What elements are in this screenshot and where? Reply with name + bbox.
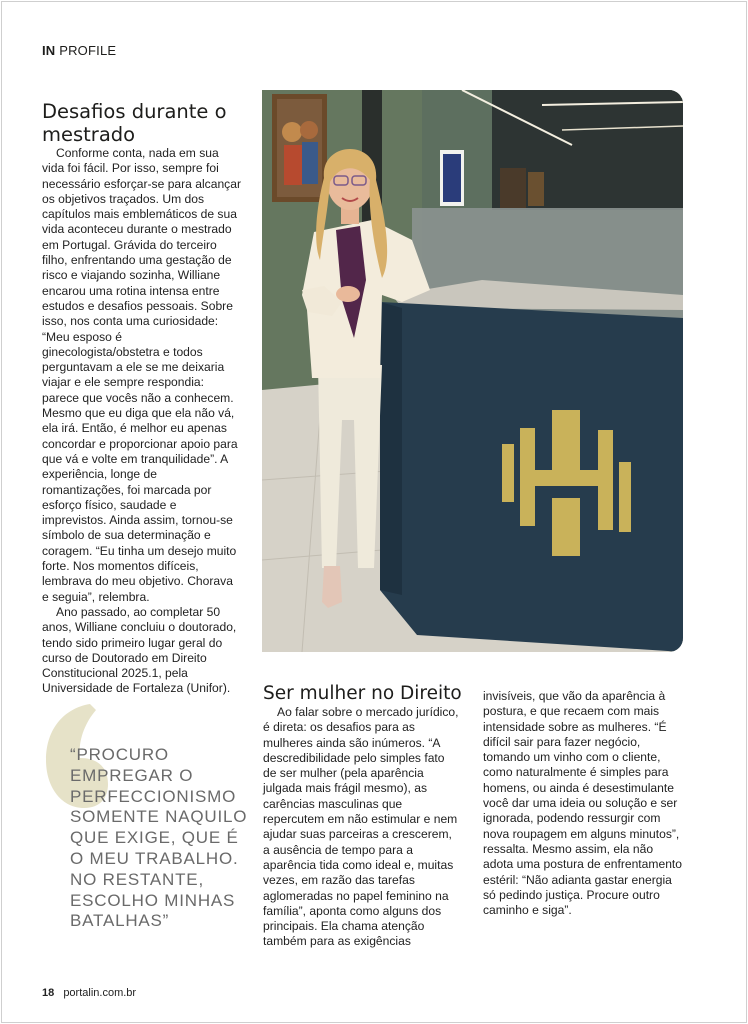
right-column (483, 689, 683, 918)
left-column (42, 146, 242, 697)
paragraph: Ano passado, ao completar 50 anos, Williane concluiu o doutorado, tendo sido primeiro lugar geral do curso de Doutorado em Direito Constitucional 2025.1, pela Universidade de Fortaleza (Unifor). (42, 604, 237, 696)
portrait-photo (262, 90, 683, 652)
paragraph: invisíveis, que vão da aparência à postura, e que recaem com mais intensidade sobre as mulheres. “É difícil sair para fazer negócio, tomando um vinho com o cliente, como naturalmente é simples para homens, ou ainda é desestimulante você dar uma ideia ou solução e ser ignorada, podendo ressurgir com nova roupagem em alguns minutos”, ressalta. Mesmo assim, ela não adota uma postura de enfrentamento estéril: “Não adianta gastar energia só pedindo justiça. Procure outro caminho e siga”. (483, 689, 683, 918)
section-tag-bold: IN (42, 43, 56, 58)
heading-desafios: Desafios durante o mestrado (42, 100, 227, 146)
middle-column (263, 705, 461, 950)
page-number: 18 (42, 987, 55, 999)
section-tag-label: PROFILE (59, 43, 117, 58)
paragraph: Conforme conta, nada em sua vida foi fácil. Por isso, sempre foi necessário esforçar-se para alcançar os objetivos traçados. Um dos capítulos mais emblemáticos de sua vida aconteceu durante o mestrado em Portugal. Grávida do terceiro filho, enfrentando uma gestação de risco e viajando sozinha, Williane encarou uma rotina intensa entre estudos e desafios pessoais. Sobre isso, nos conta uma curiosidade: “Meu esposo é ginecologista/obstetra e todos perguntavam a ele se me deixaria viajar e ele sempre respondia: parece que vocês não a conhecem. Mesmo que eu diga que ela não vá, ela irá. Então, é melhor eu apenas concordar e proporcionar apoio para que vá e volte em tranquilidade”. A experiência, longe de romantizações, foi marcada por esforço físico, saudade e imprevistos. Ainda assim, tornou-se símbolo de sua determinação e coragem. “Eu tinha um desejo muito forte. Nos momentos difíceis, lembrava do meu objetivo. Chorava e seguia”, relembra. (42, 146, 241, 604)
section-tag (42, 43, 116, 58)
heading-ser-mulher: Ser mulher no Direito (263, 683, 462, 704)
site-url: portalin.com.br (63, 987, 137, 999)
paragraph: Ao falar sobre o mercado jurídico, é direta: os desafios para as mulheres ainda são inúmeros. “A descredibilidade pelo simples fato de ser mulher (pela aparência julgada mais frágil mesmo), as carências masculinas que repercutem em não estimular e nem ajudar suas parceiras a crescerem, a ausência de tempo para a aparência tida como ideal e, muitas vezes, em razão das tarefas aglomeradas no papel feminino na família”, aponta como alguns dos principais. Ela chama atenção também para as exigências (263, 705, 459, 949)
pull-quote: “PROCURO EMPREGAR O PERFECCIONISMO SOMENTE NAQUILO QUE EXIGE, QUE É O MEU TRABALHO. NO RESTANTE, ESCOLHO MINHAS BATALHAS” (70, 745, 248, 931)
page-footer (42, 987, 136, 999)
